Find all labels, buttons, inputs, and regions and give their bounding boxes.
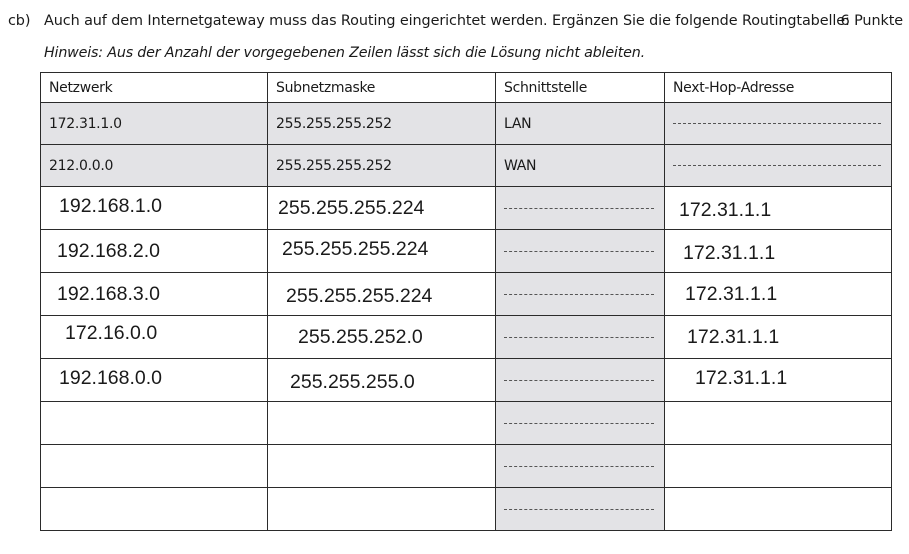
handwritten-next-hop: 172.31.1.1	[695, 366, 788, 389]
dashed-blank-line	[504, 294, 654, 295]
handwritten-mask: 255.255.255.0	[290, 370, 415, 393]
header-next-hop: Next-Hop-Adresse	[665, 73, 892, 103]
table-row-empty	[41, 402, 892, 445]
dashed-blank-line	[504, 380, 654, 381]
cell-mask-empty	[268, 402, 496, 445]
handwritten-mask: 255.255.255.224	[286, 284, 433, 307]
handwritten-mask: 255.255.252.0	[298, 325, 423, 348]
cell-interface-blank	[496, 445, 665, 488]
cell-next-hop	[665, 230, 892, 273]
table-row	[41, 316, 892, 359]
task-text: Auch auf dem Internetgateway muss das Routing eingerichtet werden. Ergänzen Sie die folgende Routingtabelle:	[44, 13, 850, 29]
cell-network: 172.31.1.0	[41, 103, 268, 145]
cell-network	[41, 187, 268, 230]
handwritten-network: 192.168.3.0	[57, 282, 161, 305]
table-row	[41, 359, 892, 402]
task-line	[8, 6, 903, 36]
cell-mask: 255.255.255.252	[268, 103, 496, 145]
handwritten-network: 192.168.1.0	[59, 194, 163, 217]
handwritten-next-hop: 172.31.1.1	[685, 282, 778, 305]
cell-next-hop-blank	[665, 103, 892, 145]
cell-interface-blank	[496, 488, 665, 531]
cell-mask	[268, 316, 496, 359]
cell-interface: WAN	[496, 145, 665, 187]
header-subnet-mask: Subnetzmaske	[268, 73, 496, 103]
handwritten-network: 172.16.0.0	[65, 321, 158, 344]
cell-next-hop	[665, 316, 892, 359]
cell-next-hop	[665, 273, 892, 316]
cell-next-hop	[665, 187, 892, 230]
cell-mask	[268, 187, 496, 230]
dashed-blank-line	[504, 509, 654, 510]
dashed-blank-line	[504, 423, 654, 424]
dashed-blank-line	[504, 251, 654, 252]
cell-network-empty	[41, 445, 268, 488]
handwritten-next-hop: 172.31.1.1	[687, 325, 780, 348]
cell-network: 212.0.0.0	[41, 145, 268, 187]
cell-network-empty	[41, 402, 268, 445]
cell-network	[41, 230, 268, 273]
cell-mask	[268, 273, 496, 316]
header-network: Netzwerk	[41, 73, 268, 103]
hint-text: Hinweis: Aus der Anzahl der vorgegebenen Zeilen lässt sich die Lösung nicht ableiten.	[44, 45, 645, 61]
dashed-blank-line	[504, 208, 654, 209]
cell-mask-empty	[268, 445, 496, 488]
task-points: 6 Punkte	[840, 13, 903, 29]
cell-network	[41, 359, 268, 402]
cell-next-hop	[665, 359, 892, 402]
table-row	[41, 273, 892, 316]
cell-network	[41, 273, 268, 316]
table-row-empty	[41, 445, 892, 488]
handwritten-network: 192.168.0.0	[59, 366, 163, 389]
cell-interface-blank	[496, 187, 665, 230]
cell-mask: 255.255.255.252	[268, 145, 496, 187]
table-row	[41, 145, 892, 187]
task-label: cb)	[8, 13, 31, 29]
cell-interface-blank	[496, 402, 665, 445]
handwritten-next-hop: 172.31.1.1	[683, 241, 776, 264]
table-row	[41, 187, 892, 230]
dashed-blank-line	[504, 337, 654, 338]
dashed-blank-line	[504, 466, 654, 467]
cell-interface-blank	[496, 359, 665, 402]
cell-interface: LAN	[496, 103, 665, 145]
cell-mask	[268, 230, 496, 273]
cell-network	[41, 316, 268, 359]
header-interface: Schnittstelle	[496, 73, 665, 103]
cell-mask	[268, 359, 496, 402]
dashed-blank-line	[673, 165, 881, 166]
cell-interface-blank	[496, 230, 665, 273]
handwritten-network: 192.168.2.0	[57, 239, 161, 262]
cell-network-empty	[41, 488, 268, 531]
cell-interface-blank	[496, 316, 665, 359]
cell-next-hop-empty	[665, 488, 892, 531]
table-row	[41, 103, 892, 145]
cell-interface-blank	[496, 273, 665, 316]
table-header-row	[41, 73, 892, 103]
cell-mask-empty	[268, 488, 496, 531]
handwritten-mask: 255.255.255.224	[282, 237, 429, 260]
handwritten-mask: 255.255.255.224	[278, 196, 425, 219]
table-row-empty	[41, 488, 892, 531]
cell-next-hop-empty	[665, 402, 892, 445]
cell-next-hop-blank	[665, 145, 892, 187]
routing-table	[40, 72, 892, 531]
handwritten-next-hop: 172.31.1.1	[679, 198, 772, 221]
dashed-blank-line	[673, 123, 881, 124]
table-row	[41, 230, 892, 273]
cell-next-hop-empty	[665, 445, 892, 488]
